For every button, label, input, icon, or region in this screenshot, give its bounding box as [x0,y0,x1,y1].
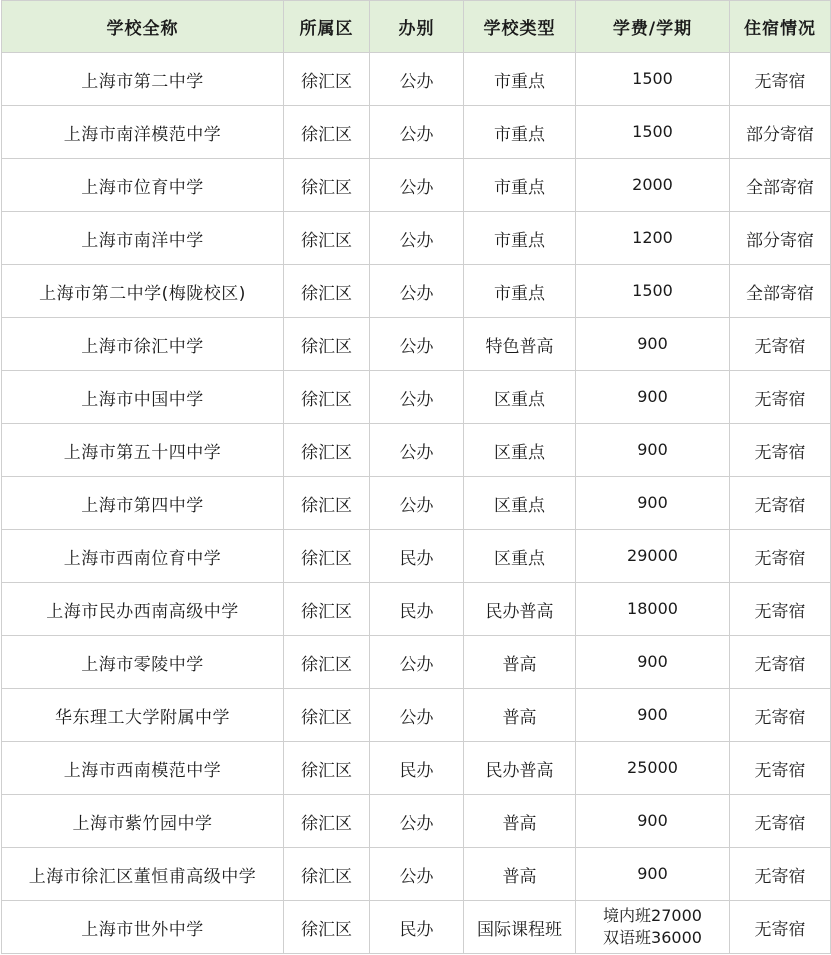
boarding-cell: 无寄宿 [730,424,831,477]
table-row [2,212,831,265]
fee-cell [576,371,730,424]
ownership-cell: 公办 [370,371,464,424]
header-fee: 学费/学期 [576,1,730,53]
table-row [2,901,831,954]
boarding-cell: 无寄宿 [730,477,831,530]
district-cell: 徐汇区 [284,265,370,318]
district-cell: 徐汇区 [284,53,370,106]
table-row [2,636,831,689]
district-cell: 徐汇区 [284,583,370,636]
fee-line: 29000 [627,546,678,565]
fee-cell [576,689,730,742]
table-row [2,424,831,477]
district-cell: 徐汇区 [284,530,370,583]
district-cell: 徐汇区 [284,159,370,212]
boarding-cell: 无寄宿 [730,53,831,106]
fee-line: 900 [637,864,668,883]
ownership-cell: 民办 [370,742,464,795]
ownership-cell: 公办 [370,477,464,530]
district-cell: 徐汇区 [284,689,370,742]
table-header [2,1,831,53]
fee-line: 900 [637,493,668,512]
ownership-cell: 民办 [370,901,464,954]
fee-line: 900 [637,334,668,353]
fee-cell [576,106,730,159]
boarding-cell: 部分寄宿 [730,212,831,265]
school-name-cell: 上海市第二中学(梅陇校区) [2,265,284,318]
table-row [2,583,831,636]
district-cell: 徐汇区 [284,212,370,265]
header-school-type: 学校类型 [464,1,576,53]
table-row [2,159,831,212]
school-type-cell: 区重点 [464,530,576,583]
district-cell: 徐汇区 [284,106,370,159]
school-type-cell: 普高 [464,795,576,848]
school-name-cell: 华东理工大学附属中学 [2,689,284,742]
fee-line: 18000 [627,599,678,618]
district-cell: 徐汇区 [284,636,370,689]
fee-cell [576,530,730,583]
district-cell: 徐汇区 [284,477,370,530]
fee-line: 1500 [632,281,673,300]
fee-cell [576,848,730,901]
table-row [2,477,831,530]
school-name-cell: 上海市徐汇区董恒甫高级中学 [2,848,284,901]
school-type-cell: 市重点 [464,265,576,318]
school-type-cell: 国际课程班 [464,901,576,954]
fee-line: 900 [637,652,668,671]
fee-cell [576,424,730,477]
district-cell: 徐汇区 [284,424,370,477]
fee-line: 900 [637,387,668,406]
boarding-cell: 部分寄宿 [730,106,831,159]
fee-cell [576,477,730,530]
school-name-cell: 上海市第五十四中学 [2,424,284,477]
school-type-cell: 市重点 [464,106,576,159]
header-boarding: 住宿情况 [730,1,831,53]
fee-cell [576,636,730,689]
fee-line: 1500 [632,69,673,88]
school-name-cell: 上海市第二中学 [2,53,284,106]
school-type-cell: 区重点 [464,371,576,424]
boarding-cell: 全部寄宿 [730,265,831,318]
school-name-cell: 上海市位育中学 [2,159,284,212]
district-cell: 徐汇区 [284,901,370,954]
header-ownership: 办别 [370,1,464,53]
ownership-cell: 公办 [370,212,464,265]
school-name-cell: 上海市西南模范中学 [2,742,284,795]
school-type-cell: 民办普高 [464,742,576,795]
school-type-cell: 特色普高 [464,318,576,371]
table-body [2,53,831,954]
fee-line: 1500 [632,122,673,141]
table-row [2,742,831,795]
table-row [2,106,831,159]
school-name-cell: 上海市中国中学 [2,371,284,424]
ownership-cell: 公办 [370,424,464,477]
fee-cell [576,265,730,318]
school-type-cell: 市重点 [464,212,576,265]
school-type-cell: 民办普高 [464,583,576,636]
table-row [2,848,831,901]
table-row [2,530,831,583]
ownership-cell: 公办 [370,848,464,901]
district-cell: 徐汇区 [284,848,370,901]
ownership-cell: 公办 [370,795,464,848]
ownership-cell: 公办 [370,159,464,212]
boarding-cell: 无寄宿 [730,318,831,371]
school-name-cell: 上海市南洋中学 [2,212,284,265]
ownership-cell: 民办 [370,583,464,636]
school-type-cell: 区重点 [464,424,576,477]
boarding-cell: 全部寄宿 [730,159,831,212]
ownership-cell: 民办 [370,530,464,583]
school-type-cell: 区重点 [464,477,576,530]
ownership-cell: 公办 [370,265,464,318]
fee-line: 900 [637,440,668,459]
school-name-cell: 上海市南洋模范中学 [2,106,284,159]
table-row [2,53,831,106]
boarding-cell: 无寄宿 [730,583,831,636]
table-row [2,371,831,424]
table-row [2,265,831,318]
header-school-name: 学校全称 [2,1,284,53]
boarding-cell: 无寄宿 [730,689,831,742]
boarding-cell: 无寄宿 [730,795,831,848]
school-type-cell: 普高 [464,689,576,742]
boarding-cell: 无寄宿 [730,530,831,583]
school-name-cell: 上海市徐汇中学 [2,318,284,371]
district-cell: 徐汇区 [284,795,370,848]
school-name-cell: 上海市民办西南高级中学 [2,583,284,636]
fee-line: 25000 [627,758,678,777]
school-name-cell: 上海市世外中学 [2,901,284,954]
school-type-cell: 普高 [464,636,576,689]
school-name-cell: 上海市第四中学 [2,477,284,530]
fee-cell [576,742,730,795]
school-type-cell: 市重点 [464,159,576,212]
header-district: 所属区 [284,1,370,53]
fee-cell [576,53,730,106]
fee-cell [576,318,730,371]
fee-line: 900 [637,811,668,830]
fee-line: 2000 [632,175,673,194]
table-row [2,689,831,742]
fee-line: 境内班27000 [603,906,702,925]
school-name-cell: 上海市西南位育中学 [2,530,284,583]
fee-cell [576,159,730,212]
ownership-cell: 公办 [370,106,464,159]
fee-cell [576,583,730,636]
fee-cell [576,795,730,848]
boarding-cell: 无寄宿 [730,901,831,954]
ownership-cell: 公办 [370,636,464,689]
boarding-cell: 无寄宿 [730,636,831,689]
school-name-cell: 上海市零陵中学 [2,636,284,689]
fee-cell [576,901,730,954]
boarding-cell: 无寄宿 [730,848,831,901]
header-row [2,1,831,53]
school-name-cell: 上海市紫竹园中学 [2,795,284,848]
district-cell: 徐汇区 [284,318,370,371]
district-cell: 徐汇区 [284,371,370,424]
ownership-cell: 公办 [370,689,464,742]
district-cell: 徐汇区 [284,742,370,795]
ownership-cell: 公办 [370,53,464,106]
table-row [2,795,831,848]
fee-cell [576,212,730,265]
ownership-cell: 公办 [370,318,464,371]
fee-line: 900 [637,705,668,724]
school-type-cell: 市重点 [464,53,576,106]
school-table [1,0,831,954]
fee-line: 1200 [632,228,673,247]
fee-line: 双语班36000 [603,928,702,947]
school-type-cell: 普高 [464,848,576,901]
boarding-cell: 无寄宿 [730,371,831,424]
boarding-cell: 无寄宿 [730,742,831,795]
table-row [2,318,831,371]
